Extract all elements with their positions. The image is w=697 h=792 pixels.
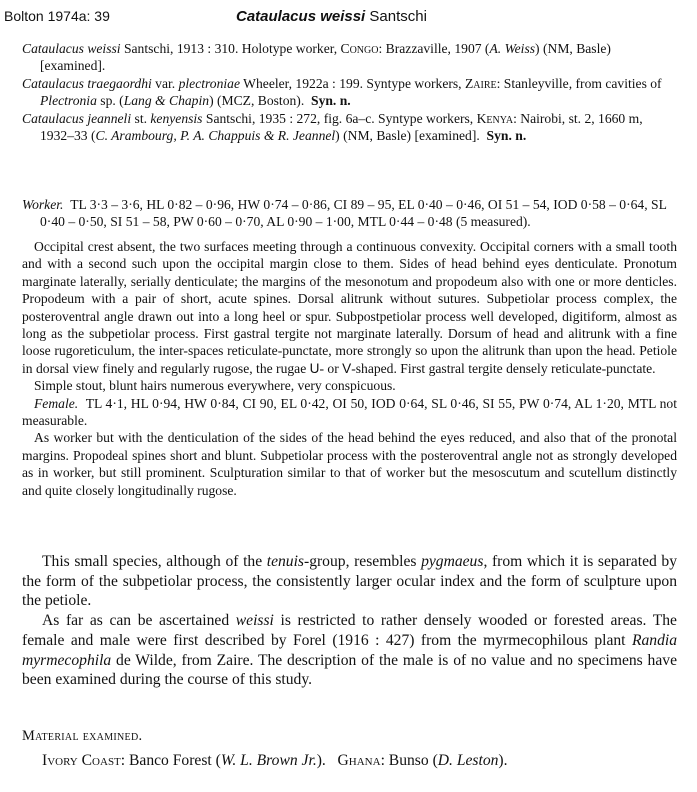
caste-label: Worker. — [22, 197, 64, 212]
hairs-paragraph: Simple stout, blunt hairs numerous everywhere, very conspicuous. — [34, 378, 396, 394]
source-citation: Bolton 1974a: 39 — [4, 8, 110, 24]
shape-letter: U — [309, 360, 320, 376]
citation-text: Santschi, 1935 : 272, fig. 6a–c. Syntype workers, — [202, 110, 477, 126]
synonymy-entry — [22, 75, 677, 110]
discussion-paragraph — [22, 611, 677, 690]
plant-name: Randia myrmecophila — [22, 631, 677, 669]
rank-text: st. — [131, 110, 151, 126]
country-name: Zaire — [464, 75, 497, 91]
locality-text: : Stanleyville, from cavities of — [496, 75, 662, 91]
species-name: pygmaeus — [421, 553, 484, 570]
species-name: Cataulacus weissi — [236, 8, 366, 25]
locality-text: sp. ( — [96, 93, 124, 109]
collector-name: D. Leston — [437, 752, 499, 769]
taxon-name: Cataulacus traegaordhi — [22, 75, 152, 91]
worker-description — [22, 238, 677, 499]
discussion-text: de Wilde, from Zaire. The description of the male is of no value and no specimens have been examined during the course of this study. — [22, 651, 677, 689]
measurement-values: TL 3·3 – 3·6, HL 0·82 – 0·96, HW 0·74 – 0·86, CI 89 – 95, EL 0·40 – 0·46, OI 51 – 54, IOD 0·58 – 0·64, SL 0·40 – 0·50, SI 51 – 58, PW 0·60 – 0·70, AL 0·90 – 1·00, MTL 0·44 – 0·48 (5 measured). — [40, 197, 667, 230]
repository-text: ) (MCZ, Boston). — [209, 93, 305, 109]
locality-text: : Bunso ( — [380, 752, 438, 769]
female-measurements — [22, 395, 677, 430]
female-description: As worker but with the denticulation of the sides of the head behind the eyes reduced, and also that of the pronotal margins. Propodeal spines short and blunt. Subpetiolar process with the posteroventral angle not as strongly developed as in worker, but still prominent. Sculpturation similar to that of worker but the mesoscutum and scutellum distinctly and quite closely longitudinally rugose. — [22, 430, 677, 498]
rank-text: var. — [151, 75, 179, 91]
collector-name: Lang & Chapin — [123, 93, 210, 109]
species-title — [236, 8, 427, 25]
worker-description-paragraph — [22, 238, 677, 377]
infraspecific-name: plectroniae — [178, 75, 240, 91]
citation-text: Santschi, 1913 : 310. Holotype worker, — [120, 41, 341, 56]
repository-text: ) (NM, Basle) [examined]. — [335, 128, 480, 144]
group-name: tenuis — [266, 553, 304, 570]
worker-measurements — [22, 196, 677, 231]
syn-nov-label: Syn. n. — [311, 93, 351, 109]
synonymy-entry — [22, 110, 677, 145]
discussion — [22, 552, 677, 690]
shape-letter: V — [342, 360, 352, 376]
locality-text: : Brazzaville, 1907 ( — [378, 41, 490, 56]
discussion-text: , from which it is separated by the form of the subpetiolar process, the consistently larger ocular index and the form of sculpture upon the petiole. — [22, 553, 677, 610]
discussion-text: As far as can be ascertained — [42, 612, 236, 630]
description-text: -shaped. First gastral tergite densely reticulate-punctate. — [351, 360, 656, 376]
host-plant-name: Plectronia — [40, 93, 97, 109]
infraspecific-name: kenyensis — [150, 110, 203, 126]
material-heading: Material examined. — [22, 728, 143, 744]
taxon-name: Cataulacus jeanneli — [22, 110, 132, 126]
citation-text: Wheeler, 1922a : 199. Syntype workers, — [240, 75, 465, 91]
species-author: Santschi — [369, 8, 427, 25]
collector-name: W. L. Brown Jr. — [220, 752, 317, 769]
discussion-paragraph — [22, 552, 677, 611]
caste-label: Female. — [34, 395, 79, 411]
syn-nov-label: Syn. n. — [486, 128, 527, 144]
species-name: weissi — [235, 612, 274, 630]
discussion-text: is restricted to rather densely wooded or forested areas. The female and male were first described by Forel (1916 : 427) from the myrmecophilous plant — [22, 612, 677, 649]
worker-measurements-text — [22, 196, 677, 231]
synonymy-entry — [22, 40, 677, 75]
locality-text: ). — [316, 752, 326, 769]
taxon-name: Cataulacus weissi — [22, 41, 121, 56]
repository-text: ) (NM, Basle) [examined]. — [40, 41, 611, 74]
description-text: - or — [319, 360, 343, 376]
synonymy-list — [22, 40, 677, 144]
discussion-text: This small species, although of the — [42, 553, 267, 570]
country-name: Ghana — [337, 752, 381, 769]
locality-text: : Banco Forest ( — [120, 752, 221, 769]
discussion-text: -group, resembles — [304, 553, 422, 570]
description-text: Occipital crest absent, the two surfaces meeting through a continuous convexity. Occipital corners with a small tooth and with a second such upon the occipital margin close to them. Sides of head behind eyes denticulate. Pronotum marginate laterally, serially denticulate; the margins of the mesonotum and propodeum also with one or more denticles. Propodeum with a pair of short, acute spines. Dorsal alitrunk without sutures. Subpetiolar process complex, the posteroventral angle drawn out into a long heel or spur. Subpostpetiolar process well developed, digitiform, almost as long as the subpetiolar process. First gastral tergite not marginate laterally. Dorsum of head and alitrunk with a fine loose rugoreticulum, the inter-spaces reticulate-punctate, more strongly so upon the alitrunk than upon the head. Petiole in dorsal view finely and regularly rugose, the rugae — [22, 239, 677, 376]
locality-text: : Nairobi, st. 2, 1660 m, 1932–33 ( — [40, 110, 643, 144]
locality-text: ). — [498, 752, 508, 769]
country-name: Ivory Coast — [42, 752, 121, 769]
collector-name: A. Weiss — [489, 41, 536, 56]
country-name: Kenya — [476, 110, 514, 126]
collector-name: C. Arambourg, P. A. Chappuis & R. Jeannel — [95, 128, 336, 144]
material-list — [42, 752, 508, 770]
country-name: Congo — [340, 41, 379, 56]
measurement-values: TL 4·1, HL 0·94, HW 0·84, CI 90, EL 0·42, OI 50, IOD 0·64, SL 0·46, SI 55, PW 0·74, AL 1·20, MTL not measurable. — [22, 395, 678, 429]
